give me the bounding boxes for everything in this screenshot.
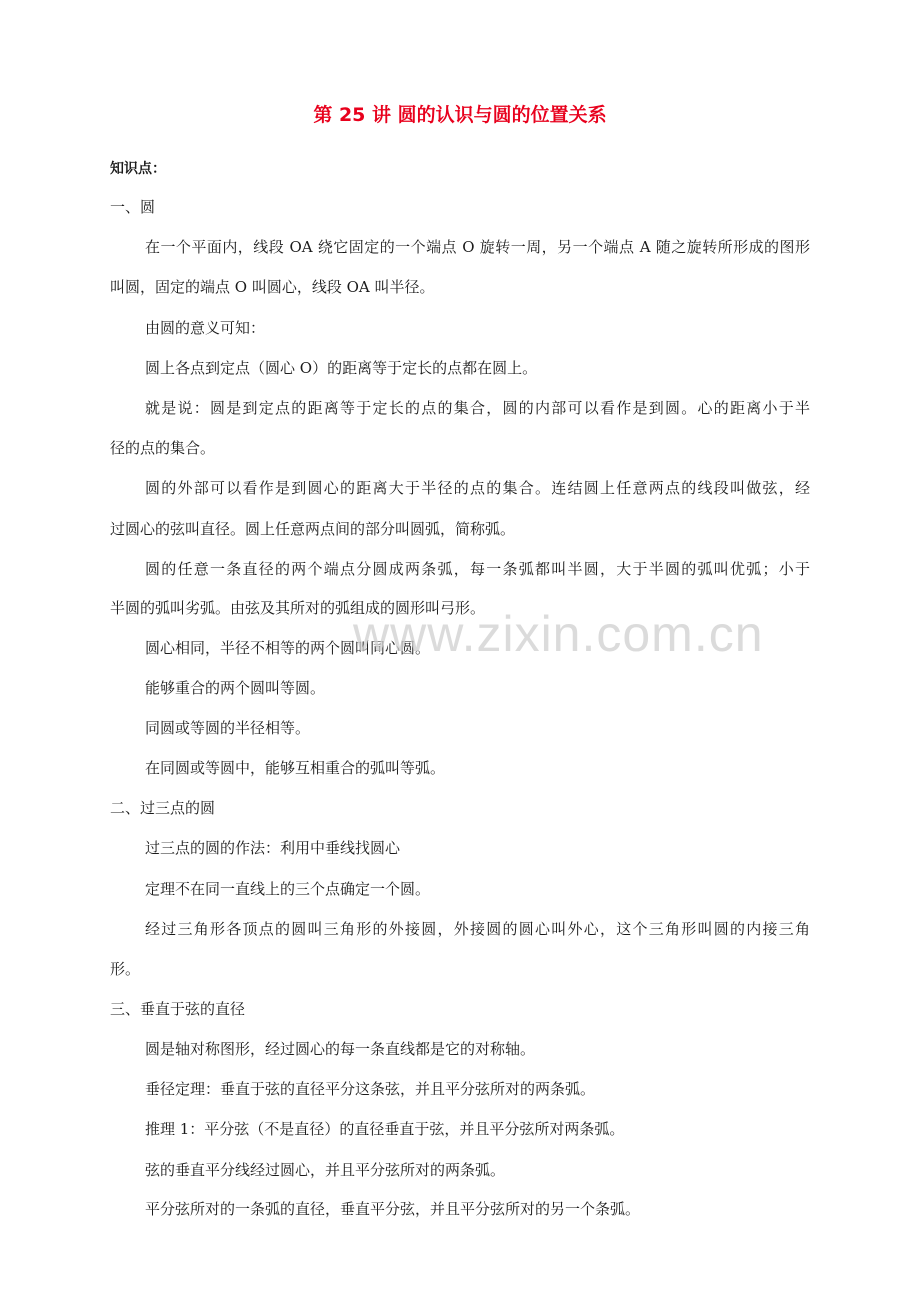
section-heading: 二、过三点的圆: [110, 799, 216, 817]
paragraph-line: 圆的任意一条直径的两个端点分圆成两条弧，每一条弧都叫半圆，大于半圆的弧叫优弧；小于: [145, 560, 810, 578]
paragraph-line: 由圆的意义可知：: [145, 319, 266, 337]
paragraph-line: 经过三角形各顶点的圆叫三角形的外接圆，外接圆的圆心叫外心，这个三角形叫圆的内接三角: [145, 920, 810, 938]
page-title: 第 25 讲 圆的认识与圆的位置关系: [313, 104, 607, 126]
paragraph-line: 径的点的集合。: [110, 439, 216, 457]
paragraph-line: 在一个平面内，线段 OA 绕它固定的一个端点 O 旋转一周，另一个端点 A 随之旋转所形成的图形: [145, 238, 810, 256]
paragraph-line: 圆是轴对称图形，经过圆心的每一条直线都是它的对称轴。: [145, 1040, 536, 1058]
paragraph-line: 圆上各点到定点（圆心 O）的距离等于定长的点都在圆上。: [145, 359, 538, 377]
paragraph-line: 形。: [110, 960, 141, 978]
paragraph-line: 平分弦所对的一条弧的直径，垂直平分弦，并且平分弦所对的另一个条弧。: [145, 1200, 641, 1218]
watermark: www.zixin.com.cn: [353, 606, 764, 662]
paragraph-line: 过三点的圆的作法：利用中垂线找圆心: [145, 839, 401, 857]
paragraph-line: 叫圆，固定的端点 O 叫圆心，线段 OA 叫半径。: [110, 278, 435, 296]
paragraph-line: 同圆或等圆的半径相等。: [145, 719, 311, 737]
section-heading: 三、垂直于弦的直径: [110, 1000, 246, 1018]
paragraph-line: 弦的垂直平分线经过圆心，并且平分弦所对的两条弧。: [145, 1161, 506, 1179]
paragraph-line: 能够重合的两个圆叫等圆。: [145, 679, 326, 697]
paragraph-line: 垂径定理：垂直于弦的直径平分这条弦，并且平分弦所对的两条弧。: [145, 1080, 596, 1098]
paragraph-line: 就是说：圆是到定点的距离等于定长的点的集合，圆的内部可以看作是到圆。心的距离小于半: [145, 399, 810, 417]
paragraph-line: 圆心相同，半径不相等的两个圆叫同心圆。: [145, 639, 431, 657]
section-heading-knowledge: 知识点：: [110, 161, 166, 177]
paragraph-line: 在同圆或等圆中，能够互相重合的弧叫等弧。: [145, 759, 446, 777]
paragraph-line: 定理不在同一直线上的三个点确定一个圆。: [145, 880, 431, 898]
paragraph-line: 推理 1：平分弦（不是直径）的直径垂直于弦，并且平分弦所对两条弧。: [145, 1120, 625, 1138]
paragraph-line: 半圆的弧叫劣弧。由弦及其所对的弧组成的圆形叫弓形。: [110, 599, 486, 617]
section-heading: 一、圆: [110, 198, 156, 216]
paragraph-line: 圆的外部可以看作是到圆心的距离大于半径的点的集合。连结圆上任意两点的线段叫做弦，经: [145, 479, 810, 497]
paragraph-line: 过圆心的弦叫直径。圆上任意两点间的部分叫圆弧，简称弧。: [110, 520, 516, 538]
